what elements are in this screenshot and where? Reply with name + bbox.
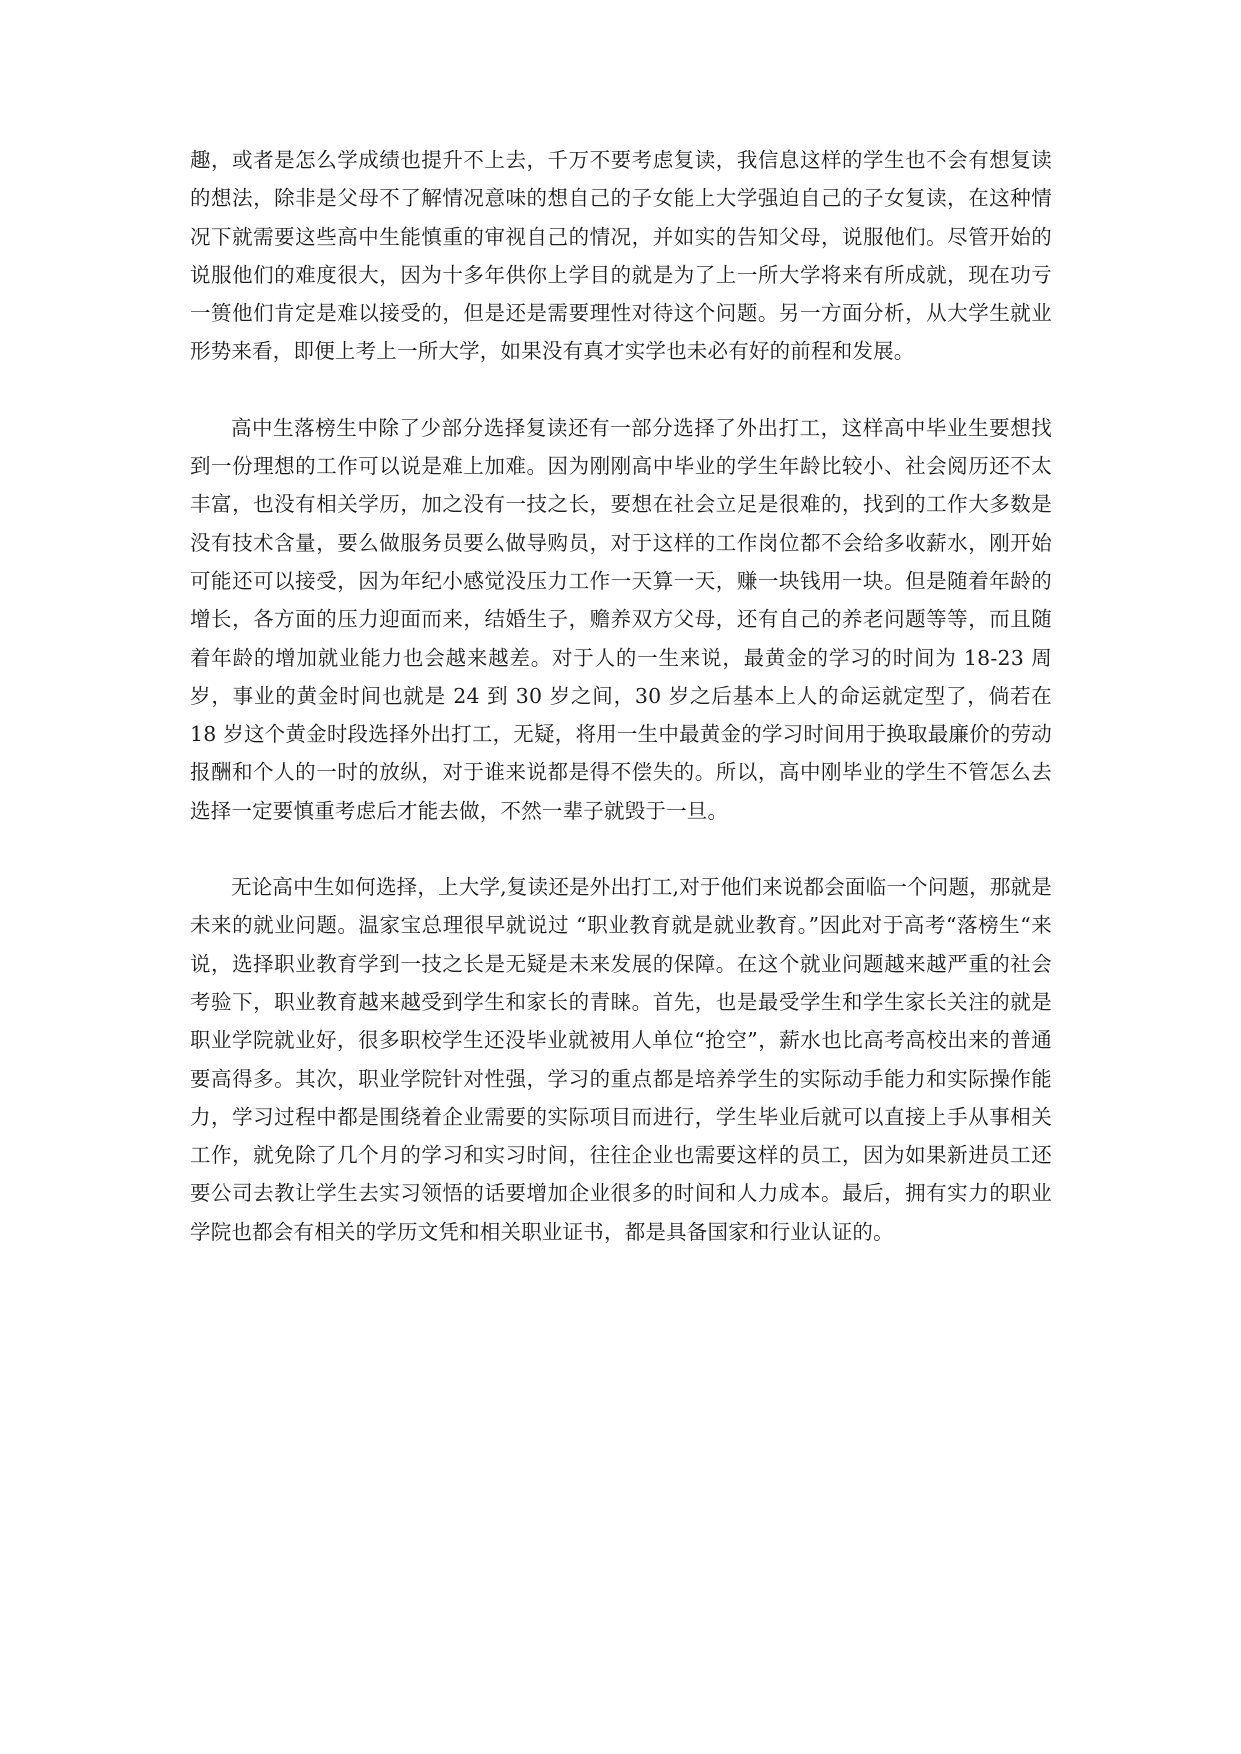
- paragraph-1: 趣，或者是怎么学成绩也提升不上去，千万不要考虑复读，我信息这样的学生也不会有想复读的想法，除非是父母不了解情况意味的想自己的子女能上大学强迫自己的子女复读，在这种情况下就需要这些高中生能慎重的审视自己的情况，并如实的告知父母，说服他们。尽管开始的说服他们的难度很大，因为十多年供你上学目的就是为了上一所大学将来有所成就，现在功亏一篑他们肯定是难以接受的，但是还是需要理性对待这个问题。另一方面分析，从大学生就业形势来看，即便上考上一所大学，如果没有真才实学也未必有好的前程和发展。: [190, 148, 1052, 364]
- document-body: [190, 141, 1052, 1251]
- paragraph-3: 无论高中生如何选择，上大学,复读还是外出打工,对于他们来说都会面临一个问题，那就是未来的就业问题。温家宝总理很早就说过 “职业教育就是就业教育。”因此对于高考“落榜生“来说，选择职业教育学到一技之长是无疑是未来发展的保障。在这个就业问题越来越严重的社会考验下，职业教育越来越受到学生和家长的青睐。首先，也是最受学生和学生家长关注的就是职业学院就业好，很多职校学生还没毕业就被用人单位“抢空”，薪水也比高考高校出来的普通要高得多。其次，职业学院针对性强，学习的重点都是培养学生的实际动手能力和实际操作能力，学习过程中都是围绕着企业需要的实际项目而进行，学生毕业后就可以直接上手从事相关工作，就免除了几个月的学习和实习时间，往往企业也需要这样的员工，因为如果新进员工还要公司去教让学生去实习领悟的话要增加企业很多的时间和人力成本。最后，拥有实力的职业学院也都会有相关的学历文凭和相关职业证书，都是具备国家和行业认证的。: [190, 875, 1052, 1244]
- paragraph-2: 高中生落榜生中除了少部分选择复读还有一部分选择了外出打工，这样高中毕业生要想找到一份理想的工作可以说是难上加难。因为刚刚高中毕业的学生年龄比较小、社会阅历还不太丰富，也没有相关学历，加之没有一技之长，要想在社会立足是很难的，找到的工作大多数是没有技术含量，要么做服务员要么做导购员，对于这样的工作岗位都不会给多收薪水，刚开始可能还可以接受，因为年纪小感觉没压力工作一天算一天，赚一块钱用一块。但是随着年龄的增长，各方面的压力迎面而来，结婚生子，赡养双方父母，还有自己的养老问题等等，而且随着年龄的增加就业能力也会越来越差。对于人的一生来说，最黄金的学习的时间为 18-23 周岁，事业的黄金时间也就是 24 到 30 岁之间，30 岁之后基本上人的命运就定型了，倘若在 18 岁这个黄金时段选择外出打工，无疑，将用一生中最黄金的学习时间用于换取最廉价的劳动报酬和个人的一时的放纵，对于谁来说都是得不偿失的。所以，高中刚毕业的学生不管怎么去选择一定要慎重考虑后才能去做，不然一辈子就毁于一旦。: [190, 415, 1052, 823]
